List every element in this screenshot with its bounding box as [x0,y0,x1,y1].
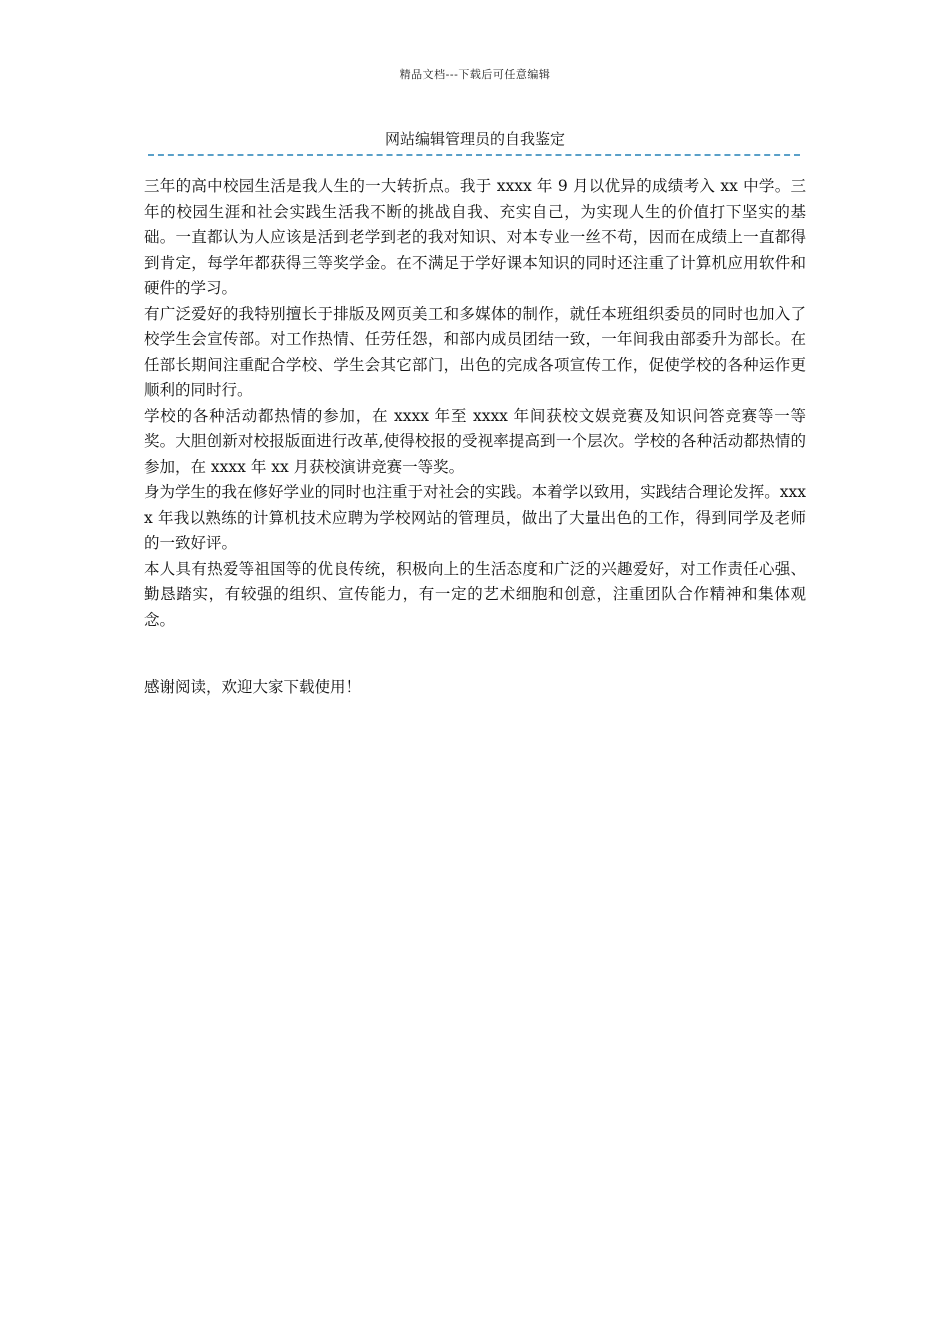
paragraph-5: 本人具有热爱等祖国等的优良传统，积极向上的生活态度和广泛的兴趣爱好，对工作责任心强、勤恳踏实，有较强的组织、宣传能力，有一定的艺术细胞和创意，注重团队合作精神和集体观念。 [144,559,806,629]
closing-note: 感谢阅读，欢迎大家下载使用！ [144,678,362,696]
paragraph-4: 身为学生的我在修好学业的同时也注重于对社会的实践。本着学以致用，实践结合理论发挥。xxxx 年我以熟练的计算机技术应聘为学校网站的管理员，做出了大量出色的工作，得到同学及老师的一致好评。 [144,483,806,552]
paragraph-2: 有广泛爱好的我特别擅长于排版及网页美工和多媒体的制作，就任本班组织委员的同时也加入了校学生会宣传部。对工作热情、任劳任怨，和部内成员团结一致，一年间我由部委升为部长。在任部长期间注重配合学校、学生会其它部门，出色的完成各项宣传工作，促使学校的各种运作更顺利的同时行。 [144,304,806,399]
document-title: 网站编辑管理员的自我鉴定 [384,130,565,148]
header-note: 精品文档---下载后可任意编辑 [399,68,551,81]
paragraph-3: 学校的各种活动都热情的参加，在 xxxx 年至 xxxx 年间获校文娱竞赛及知识问答竞赛等一等奖。大胆创新对校报版面进行改革,使得校报的受视率提高到一个层次。学校的各种活动都热情的参加，在 xxxx 年 xx 月获校演讲竞赛一等奖。 [144,406,806,476]
document-body [144,174,806,633]
title-divider [148,154,800,156]
paragraph-1: 三年的高中校园生活是我人生的一大转折点。我于 xxxx 年 9 月以优异的成绩考入 xx 中学。三年的校园生涯和社会实践生活我不断的挑战自我、充实自己，为实现人生的价值打下坚实的基础。一直都认为人应该是活到老学到老的我对知识、对本专业一丝不苟，因而在成绩上一直都得到肯定，每学年都获得三等奖学金。在不满足于学好课本知识的同时还注重了计算机应用软件和硬件的学习。 [144,177,806,297]
